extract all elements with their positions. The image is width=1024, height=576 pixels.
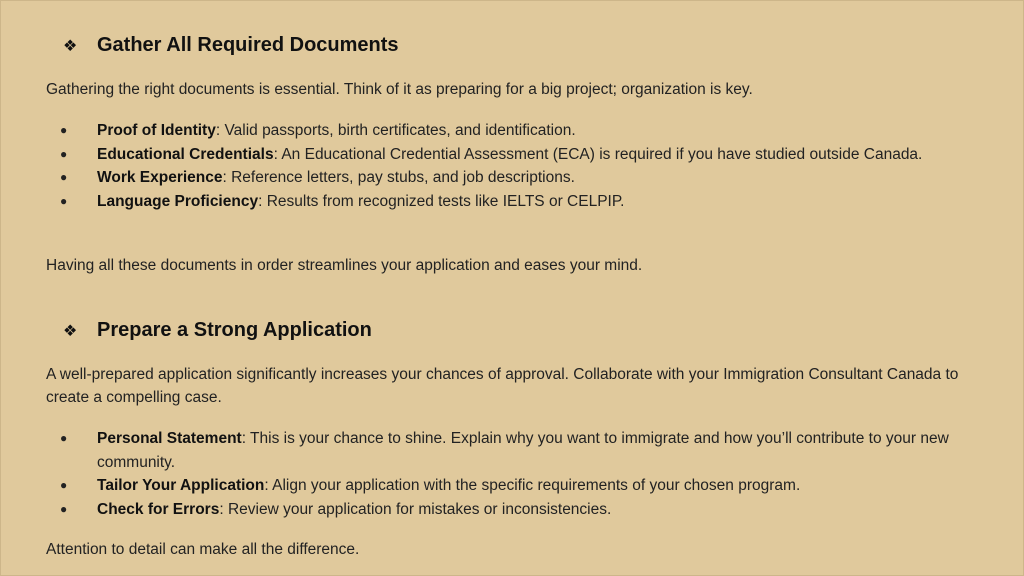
list-item [46,427,986,474]
diamond-bullet-icon: ❖ [63,322,78,340]
section-intro: A well-prepared application significantly increases your chances of approval. Collaborate with your Immigration Consultant Canada to create a compelling case. [46,366,959,406]
bullet-dot-icon: ● [60,170,68,184]
list-item [46,190,986,214]
section-intro: Gathering the right documents is essential. Think of it as preparing for a big project; organization is key. [46,81,753,98]
list-item-desc: : Align your application with the specific requirements of your chosen program. [264,477,801,494]
section-outro: Attention to detail can make all the difference. [46,541,360,558]
list-item-term: Tailor Your Application [97,477,265,494]
list-item [46,498,986,522]
section-heading-documents [63,34,399,57]
documents-list [46,119,986,213]
application-list [46,427,986,521]
section-outro: Having all these documents in order streamlines your application and eases your mind. [46,257,643,274]
list-item-desc: : Reference letters, pay stubs, and job descriptions. [222,169,575,186]
list-item-term: Educational Credentials [97,145,274,163]
bullet-dot-icon: ● [60,123,68,137]
list-item-term: Proof of Identity [97,122,216,139]
diamond-bullet-icon: ❖ [63,37,78,55]
bullet-dot-icon: ● [60,431,68,445]
list-item-desc: : Results from recognized tests like IELTS or CELPIP. [258,192,625,210]
list-item [46,474,986,498]
list-item-desc: : An Educational Credential Assessment (ECA) is required if you have studied outside Canada. [273,145,923,163]
section-title: Prepare a Strong Application [97,319,372,341]
bullet-dot-icon: ● [60,193,68,208]
bullet-dot-icon: ● [60,478,68,492]
list-item-desc: : Review your application for mistakes or inconsistencies. [219,500,612,518]
bullet-dot-icon: ● [60,501,68,516]
list-item [46,143,986,167]
list-item-term: Work Experience [97,169,223,186]
list-item-term: Check for Errors [97,500,220,518]
bullet-dot-icon: ● [60,146,68,161]
list-item [46,119,986,143]
section-heading-application [63,319,372,342]
section-title: Gather All Required Documents [97,34,399,56]
list-item [46,166,986,190]
list-item-desc: : Valid passports, birth certificates, and identification. [215,122,576,139]
list-item-term: Language Proficiency [97,192,259,210]
list-item-term: Personal Statement [97,430,242,447]
list-item-desc: : This is your chance to shine. Explain why you want to immigrate and how you’ll contribute to your new community. [97,430,949,471]
